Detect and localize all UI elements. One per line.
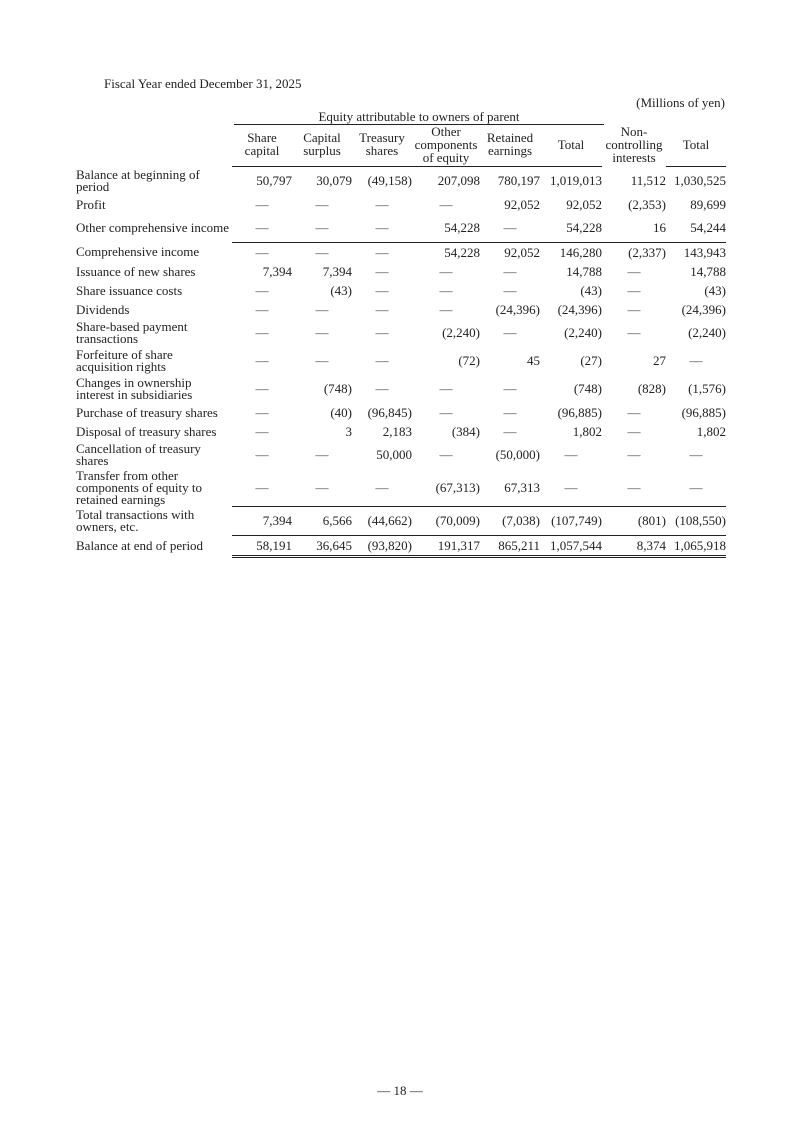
value-cell: 1,802 — [572, 423, 602, 439]
row-label: Disposal of treasury shares — [76, 423, 217, 439]
value-cell: (93,820) — [352, 536, 412, 557]
value-cell: — — [689, 447, 703, 462]
value-cell: 45 — [527, 353, 540, 368]
value-cell: 865,211 — [480, 536, 540, 557]
value-cell: (67,313) — [435, 479, 480, 495]
value-cell: (2,240) — [688, 325, 726, 340]
value-cell: — — [375, 220, 389, 235]
value-cell: (96,885) — [557, 404, 602, 420]
value-cell: — — [232, 243, 292, 263]
value-cell: — — [375, 353, 389, 368]
value-cell: 54,244 — [690, 220, 726, 235]
value-cell: 3 — [345, 423, 352, 439]
column-header: Retained earnings — [480, 122, 540, 167]
value-cell: — — [255, 220, 269, 235]
value-cell: (7,038) — [480, 507, 540, 536]
row-label: Purchase of treasury shares — [76, 404, 218, 420]
column-header-row — [76, 122, 726, 167]
table-row — [76, 469, 726, 507]
value-cell: — — [255, 301, 269, 317]
value-cell: 146,280 — [540, 243, 602, 263]
value-cell: (27) — [580, 353, 602, 368]
fiscal-year-heading: Fiscal Year ended December 31, 2025 — [104, 76, 302, 91]
row-label: Balance at beginning of period — [76, 166, 200, 194]
value-cell: (108,550) — [666, 507, 726, 536]
value-cell: — — [503, 325, 517, 340]
row-label: Balance at end of period — [76, 538, 204, 553]
value-cell: — — [315, 301, 329, 317]
value-cell: — — [315, 325, 329, 340]
value-cell: — — [255, 423, 269, 439]
value-cell: 7,394 — [262, 263, 292, 279]
value-cell: 6,566 — [292, 507, 352, 536]
value-cell: 780,197 — [497, 173, 540, 188]
table-row — [76, 262, 726, 281]
table-row — [76, 195, 726, 214]
value-cell: (24,396) — [681, 301, 726, 317]
value-cell: (828) — [637, 381, 666, 396]
value-cell: 1,065,918 — [666, 536, 726, 557]
value-cell: — — [352, 243, 412, 263]
equity-group-header: Equity attributable to owners of parent — [234, 109, 604, 125]
row-label: Transfer from other components of equity to retained earnings — [76, 467, 203, 507]
value-cell: 2,183 — [382, 423, 412, 439]
value-cell: — — [255, 282, 269, 298]
column-header: Other components of equity — [412, 122, 480, 167]
table-row — [76, 536, 726, 557]
value-cell: — — [627, 447, 641, 462]
value-cell: 54,228 — [444, 220, 480, 235]
value-cell: — — [439, 282, 453, 298]
page-number: — 18 — — [377, 1083, 423, 1098]
value-cell: 54,228 — [566, 220, 602, 235]
row-label: Dividends — [76, 301, 130, 317]
value-cell: 8,374 — [602, 536, 666, 557]
row-label: Issuance of new shares — [76, 263, 196, 279]
column-header: Share capital — [232, 122, 292, 167]
value-cell: 7,394 — [232, 507, 292, 536]
value-cell: — — [439, 404, 453, 420]
value-cell: — — [255, 404, 269, 420]
value-cell: — — [564, 479, 578, 495]
value-cell: 11,512 — [630, 172, 666, 188]
value-cell: (96,885) — [681, 404, 726, 420]
value-cell: 207,098 — [437, 173, 480, 188]
value-cell: (43) — [580, 282, 602, 298]
table-row — [76, 243, 726, 263]
value-cell: 36,645 — [292, 536, 352, 557]
row-label: Forfeiture of share acquisition rights — [76, 347, 173, 374]
value-cell: — — [255, 196, 269, 212]
value-cell: — — [503, 381, 517, 396]
value-cell: (49,158) — [367, 173, 412, 188]
value-cell: (50,000) — [495, 447, 540, 462]
value-cell: 7,394 — [322, 263, 352, 279]
value-cell: — — [503, 263, 517, 279]
value-cell: 1,019,013 — [550, 173, 602, 188]
value-cell: — — [375, 325, 389, 340]
value-cell: (2,240) — [442, 325, 480, 340]
row-label: Cancellation of treasury shares — [76, 441, 201, 468]
table-row — [76, 300, 726, 319]
value-cell: (24,396) — [495, 301, 540, 317]
value-cell: — — [315, 196, 329, 212]
value-cell: (107,749) — [540, 507, 602, 536]
value-cell: (72) — [458, 353, 480, 368]
value-cell: — — [375, 381, 389, 396]
units-note: (Millions of yen) — [636, 95, 725, 110]
column-header: Non- controlling interests — [605, 123, 663, 165]
equity-statement-table — [76, 122, 726, 558]
row-label: Share-based payment transactions — [76, 319, 188, 346]
value-cell: — — [503, 423, 517, 439]
value-cell: 1,802 — [696, 423, 726, 439]
value-cell: (748) — [573, 381, 602, 396]
table-row — [76, 422, 726, 441]
row-label: Comprehensive income — [76, 244, 200, 260]
value-cell: (43) — [704, 282, 726, 298]
value-cell: (44,662) — [352, 507, 412, 536]
column-header: Treasury shares — [352, 122, 412, 167]
value-cell: — — [439, 381, 453, 396]
value-cell: 143,943 — [666, 243, 726, 263]
value-cell: — — [627, 282, 641, 298]
value-cell: — — [375, 282, 389, 298]
table-row — [76, 507, 726, 536]
column-header: Total — [540, 122, 602, 167]
value-cell: (1,576) — [688, 381, 726, 396]
value-cell: 27 — [653, 353, 666, 368]
value-cell: (24,396) — [557, 301, 602, 317]
value-cell: — — [439, 263, 453, 279]
value-cell: — — [627, 404, 641, 420]
value-cell: — — [315, 479, 329, 495]
value-cell: 1,030,525 — [674, 173, 726, 188]
value-cell: 1,057,544 — [540, 536, 602, 557]
value-cell: (2,353) — [628, 196, 666, 212]
value-cell: — — [689, 479, 703, 495]
value-cell: (70,009) — [412, 507, 480, 536]
value-cell: — — [503, 220, 517, 235]
table-row — [76, 167, 726, 196]
value-cell: 50,000 — [376, 447, 412, 462]
value-cell: (43) — [330, 282, 352, 298]
table-row — [76, 403, 726, 422]
value-cell: — — [255, 479, 269, 495]
value-cell: — — [315, 447, 329, 462]
table-row — [76, 319, 726, 347]
value-cell: (2,337) — [602, 243, 666, 263]
table-row — [76, 281, 726, 300]
table-row — [76, 375, 726, 403]
value-cell: — — [439, 196, 453, 212]
value-cell: (801) — [602, 507, 666, 536]
value-cell: — — [503, 404, 517, 420]
value-cell: — — [255, 447, 269, 462]
table-row — [76, 441, 726, 469]
value-cell: — — [439, 447, 453, 462]
value-cell: — — [627, 263, 641, 279]
value-cell: 50,797 — [256, 173, 292, 188]
value-cell: — — [292, 243, 352, 263]
value-cell: — — [375, 263, 389, 279]
value-cell: 16 — [653, 220, 666, 235]
value-cell: — — [255, 353, 269, 368]
row-label: Other comprehensive income — [76, 220, 230, 236]
value-cell: — — [315, 353, 329, 368]
row-label: Share issuance costs — [76, 282, 183, 298]
value-cell: (384) — [451, 423, 480, 439]
value-cell: 92,052 — [480, 243, 540, 263]
row-label: Total transactions with owners, etc. — [76, 507, 195, 534]
value-cell: (2,240) — [564, 325, 602, 340]
value-cell: — — [439, 301, 453, 317]
value-cell: 14,788 — [566, 263, 602, 279]
value-cell: (748) — [323, 381, 352, 396]
value-cell: — — [375, 301, 389, 317]
value-cell: (96,845) — [367, 404, 412, 420]
value-cell: — — [375, 196, 389, 212]
value-cell: — — [255, 325, 269, 340]
value-cell: — — [689, 353, 703, 368]
value-cell: — — [627, 325, 641, 340]
value-cell: 30,079 — [316, 173, 352, 188]
value-cell: 54,228 — [412, 243, 480, 263]
value-cell: — — [627, 479, 641, 495]
statement-body — [76, 167, 726, 557]
value-cell: — — [627, 423, 641, 439]
row-label: Changes in ownership interest in subsidiaries — [76, 375, 193, 402]
value-cell: (40) — [330, 404, 352, 420]
value-cell: — — [627, 301, 641, 317]
value-cell: — — [564, 447, 578, 462]
value-cell: — — [255, 381, 269, 396]
value-cell: 14,788 — [690, 263, 726, 279]
column-header: Capital surplus — [292, 122, 352, 167]
value-cell: — — [315, 220, 329, 235]
value-cell: 89,699 — [690, 196, 726, 212]
value-cell: — — [375, 479, 389, 495]
column-header: Total — [666, 122, 726, 167]
value-cell: 92,052 — [566, 196, 602, 212]
table-row — [76, 347, 726, 375]
value-cell: — — [503, 282, 517, 298]
value-cell: 191,317 — [412, 536, 480, 557]
table-row — [76, 214, 726, 243]
row-label: Profit — [76, 196, 106, 212]
value-cell: 58,191 — [232, 536, 292, 557]
value-cell: 92,052 — [504, 196, 540, 212]
value-cell: 67,313 — [504, 479, 540, 495]
label-column-header — [76, 122, 232, 167]
